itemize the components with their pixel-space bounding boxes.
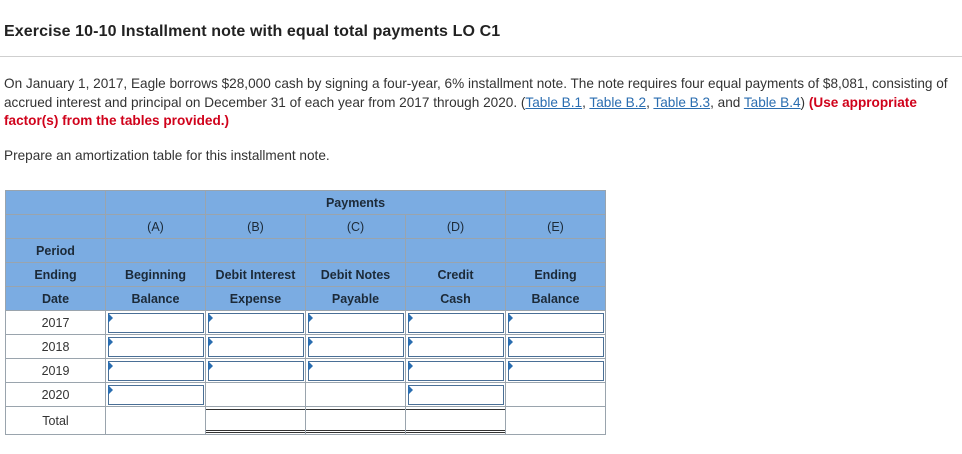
credit-cash-input[interactable] <box>408 385 504 405</box>
col-letter-b: (B) <box>206 215 306 239</box>
header-cell-empty <box>6 191 106 215</box>
table-row-2017 <box>6 311 606 335</box>
total-interest-expense <box>206 409 305 433</box>
year-cell: 2019 <box>6 359 106 383</box>
col-letter-a: (A) <box>106 215 206 239</box>
input-cell <box>506 359 606 383</box>
year-cell: 2020 <box>6 383 106 407</box>
header-cell-empty <box>306 239 406 263</box>
total-cell <box>406 407 506 435</box>
empty-cell <box>306 383 406 407</box>
table-row-2020 <box>6 383 606 407</box>
interest-expense-input[interactable] <box>208 361 304 381</box>
empty-cell <box>506 407 606 435</box>
beginning-balance-input[interactable] <box>108 313 204 333</box>
table-row-2019 <box>6 359 606 383</box>
input-cell <box>506 335 606 359</box>
column-letter-row <box>6 215 606 239</box>
col-letter-c: (C) <box>306 215 406 239</box>
input-cell <box>506 311 606 335</box>
beginning-balance-input[interactable] <box>108 337 204 357</box>
beginning-balance-input[interactable] <box>108 361 204 381</box>
empty-cell <box>506 383 606 407</box>
credit-cash-input[interactable] <box>408 313 504 333</box>
intro-separator: , <box>646 94 654 110</box>
input-cell <box>406 335 506 359</box>
input-cell <box>206 359 306 383</box>
payments-header: Payments <box>206 191 506 215</box>
interest-expense-input[interactable] <box>208 337 304 357</box>
intro-separator: ) <box>800 94 809 110</box>
table-b1-link[interactable]: Table B.1 <box>525 94 583 110</box>
table-row-2018 <box>6 335 606 359</box>
input-cell <box>406 311 506 335</box>
beginning-header: Beginning <box>106 263 206 287</box>
ending-balance-header: Ending <box>506 263 606 287</box>
total-label: Total <box>6 407 106 435</box>
cash-header: Cash <box>406 287 506 311</box>
credit-cash-input[interactable] <box>408 337 504 357</box>
input-cell <box>206 311 306 335</box>
header-cell-empty <box>6 215 106 239</box>
intro-text: On January 1, 2017, Eagle borrows $28,000 cash by signing a four-year, 6% installment note. The note requires four equal payments of $8,081, consisting of accrued interest and principal on December 31 of each year from 2017 through 2020. ( <box>4 76 948 110</box>
table-b4-link[interactable]: Table B.4 <box>743 94 801 110</box>
header-cell-empty <box>106 191 206 215</box>
notes-payable-input[interactable] <box>308 361 404 381</box>
total-cell <box>306 407 406 435</box>
intro-separator: , and <box>710 94 744 110</box>
debit-notes-header: Debit Notes <box>306 263 406 287</box>
total-notes-payable <box>306 409 405 433</box>
payments-header-row <box>6 191 606 215</box>
period-header: Period <box>6 239 106 263</box>
input-cell <box>206 335 306 359</box>
instruction-text: Prepare an amortization table for this installment note. <box>4 148 330 163</box>
credit-cash-input[interactable] <box>408 361 504 381</box>
col-letter-d: (D) <box>406 215 506 239</box>
exercise-title: Exercise 10-10 Installment note with equal total payments LO C1 <box>4 23 501 40</box>
total-cell <box>206 407 306 435</box>
debit-interest-header: Debit Interest <box>206 263 306 287</box>
input-cell <box>406 383 506 407</box>
table-b3-link[interactable]: Table B.3 <box>653 94 711 110</box>
col-letter-e: (E) <box>506 215 606 239</box>
credit-header: Credit <box>406 263 506 287</box>
notes-payable-input[interactable] <box>308 337 404 357</box>
year-cell: 2017 <box>6 311 106 335</box>
input-cell <box>106 359 206 383</box>
ending-header: Ending <box>6 263 106 287</box>
interest-expense-input[interactable] <box>208 313 304 333</box>
header-cell-empty <box>506 191 606 215</box>
column-header-row <box>6 239 606 263</box>
empty-cell <box>206 383 306 407</box>
ending-balance-input[interactable] <box>508 313 604 333</box>
header-cell-empty <box>206 239 306 263</box>
problem-statement <box>4 75 949 131</box>
notes-payable-input[interactable] <box>308 313 404 333</box>
beginning-balance-input[interactable] <box>108 385 204 405</box>
balance-header: Balance <box>506 287 606 311</box>
input-cell <box>306 359 406 383</box>
year-cell: 2018 <box>6 335 106 359</box>
header-cell-empty <box>106 239 206 263</box>
total-row <box>6 407 606 435</box>
input-cell <box>406 359 506 383</box>
payable-header: Payable <box>306 287 406 311</box>
intro-separator: , <box>582 94 590 110</box>
input-cell <box>106 335 206 359</box>
factor-hint: (Use appropriate factor(s) from the tables provided.) <box>4 94 917 128</box>
ending-balance-input[interactable] <box>508 337 604 357</box>
input-cell <box>106 383 206 407</box>
ending-balance-input[interactable] <box>508 361 604 381</box>
title-divider <box>0 56 962 57</box>
header-cell-empty <box>506 239 606 263</box>
amortization-table <box>5 190 606 435</box>
expense-header: Expense <box>206 287 306 311</box>
input-cell <box>306 311 406 335</box>
input-cell <box>306 335 406 359</box>
table-b2-link[interactable]: Table B.2 <box>589 94 647 110</box>
header-cell-empty <box>406 239 506 263</box>
total-credit-cash <box>406 409 505 433</box>
column-header-row <box>6 287 606 311</box>
empty-cell <box>106 407 206 435</box>
column-header-row <box>6 263 606 287</box>
balance-header: Balance <box>106 287 206 311</box>
input-cell <box>106 311 206 335</box>
date-header: Date <box>6 287 106 311</box>
